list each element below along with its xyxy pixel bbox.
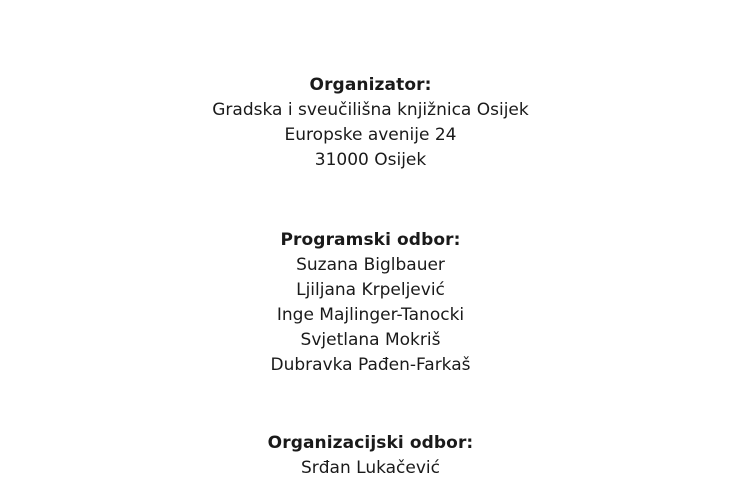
organizacijski-odbor-heading: Organizacijski odbor: [267, 433, 474, 453]
programski-odbor-heading: Programski odbor: [280, 230, 461, 250]
programski-odbor-member: Svjetlana Mokriš [300, 330, 441, 350]
organizator-street: Europske avenije 24 [284, 125, 457, 145]
programski-odbor-member: Ljiljana Krpeljević [296, 280, 445, 300]
organizacijski-odbor-member: Srđan Lukačević [300, 458, 440, 478]
organizator-name: Gradska i sveučilišna knjižnica Osijek [212, 100, 529, 120]
programski-odbor-member: Inge Majlinger-Tanocki [276, 305, 465, 325]
organizator-city: 31000 Osijek [314, 150, 427, 170]
programski-odbor-member: Suzana Biglbauer [296, 255, 445, 275]
organizacijski-odbor-section [0, 431, 741, 481]
organizator-section [0, 73, 741, 173]
programski-odbor-section [0, 228, 741, 378]
programski-odbor-member: Dubravka Pađen-Farkaš [270, 355, 471, 375]
organizator-heading: Organizator: [309, 75, 432, 95]
